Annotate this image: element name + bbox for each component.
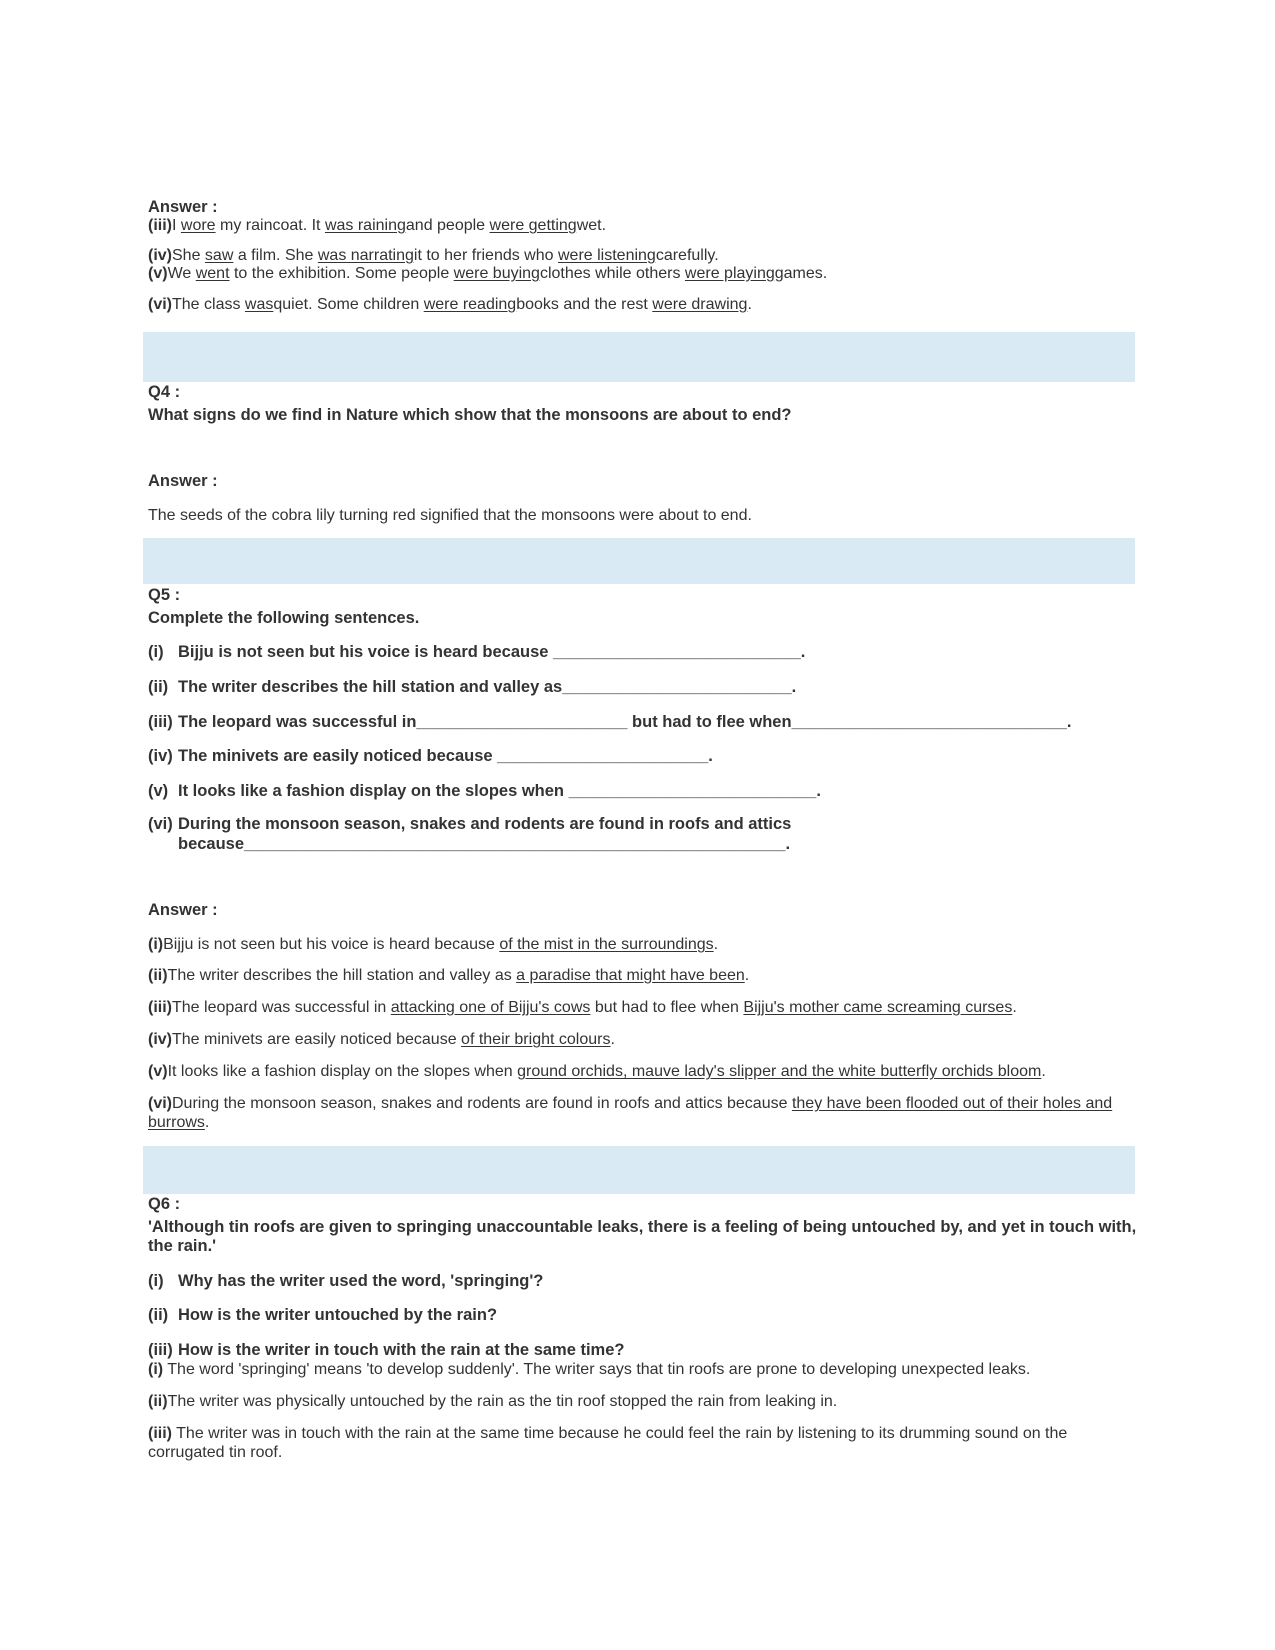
question-item bbox=[148, 643, 1145, 662]
answer-label: Answer : bbox=[148, 472, 218, 490]
question-item bbox=[148, 713, 1145, 732]
answer-text: . bbox=[744, 967, 750, 984]
question-instruction: Complete the following sentences. bbox=[148, 609, 420, 627]
answer-line bbox=[148, 264, 1145, 283]
item-text: How is the writer in touch with the rain at the same time? bbox=[178, 1341, 625, 1359]
answer-line bbox=[148, 1030, 1145, 1049]
answer-text: . bbox=[747, 296, 752, 313]
answer-text: it to her friends who bbox=[413, 247, 558, 264]
answer-text: but had to flee when bbox=[590, 999, 744, 1016]
answer-text: games. bbox=[774, 265, 828, 282]
answer-text: a film. She bbox=[233, 247, 318, 264]
underlined-answer: wore bbox=[180, 217, 216, 234]
answer-number: (vi) bbox=[148, 1095, 172, 1112]
section-divider bbox=[143, 332, 1135, 382]
underlined-answer: saw bbox=[204, 247, 234, 264]
underlined-answer: went bbox=[195, 265, 230, 282]
answer-number: (iii) bbox=[148, 1425, 172, 1442]
underlined-answer: they have been flooded out of their holes and burrows bbox=[148, 1095, 1113, 1131]
answer-text: The writer was in touch with the rain at the same time because he could feel the rain by listening to its drumming sound on the corrugated tin roof. bbox=[148, 1425, 1068, 1461]
question-number: Q4 : bbox=[148, 383, 181, 401]
answer-line bbox=[148, 1424, 1145, 1462]
underlined-answer: was narrating bbox=[317, 247, 414, 264]
answer-label: Answer : bbox=[148, 901, 218, 919]
underlined-answer: were drawing bbox=[652, 296, 748, 313]
answer-text: During the monsoon season, snakes and rodents are found in roofs and attics because bbox=[172, 1095, 792, 1112]
answer-text: The writer describes the hill station and valley as bbox=[167, 967, 517, 984]
answer-number: (vi) bbox=[148, 296, 172, 313]
answer-text: and people bbox=[405, 217, 490, 234]
item-number: (i) bbox=[148, 1272, 164, 1290]
answer-text: I bbox=[172, 217, 181, 234]
item-text: The writer describes the hill station and valley as_________________________. bbox=[178, 678, 797, 696]
underlined-answer: ground orchids, mauve lady's slipper and the white butterfly orchids bloom bbox=[517, 1063, 1042, 1080]
question-item bbox=[148, 747, 1145, 766]
item-number: (vi) bbox=[148, 815, 173, 833]
answer-line bbox=[148, 295, 1145, 314]
answer-number: (i) bbox=[148, 1361, 164, 1378]
answer-line bbox=[148, 1392, 1145, 1411]
answer-number: (ii) bbox=[148, 1393, 168, 1410]
item-text: Why has the writer used the word, 'springing'? bbox=[178, 1272, 544, 1290]
underlined-answer: was bbox=[244, 296, 274, 313]
answer-number: (iii) bbox=[148, 999, 172, 1016]
answer-text: . bbox=[610, 1031, 615, 1048]
underlined-answer: were listening bbox=[557, 247, 656, 264]
item-number: (iii) bbox=[148, 1341, 173, 1359]
answer-text: The word 'springing' means 'to develop suddenly'. The writer says that tin roofs are prone to developing unexpected leaks. bbox=[163, 1361, 1031, 1378]
answer-text: She bbox=[172, 247, 205, 264]
answer-line bbox=[148, 1360, 1145, 1379]
answer-text: to the exhibition. Some people bbox=[229, 265, 454, 282]
answer-text: my raincoat. It bbox=[215, 217, 325, 234]
underlined-answer: Bijju's mother came screaming curses bbox=[743, 999, 1013, 1016]
item-number: (i) bbox=[148, 643, 164, 661]
item-text: How is the writer untouched by the rain? bbox=[178, 1306, 498, 1324]
answer-text: quiet. Some children bbox=[273, 296, 424, 313]
question-number: Q5 : bbox=[148, 586, 181, 604]
item-text: It looks like a fashion display on the slopes when ___________________________. bbox=[178, 782, 821, 800]
underlined-answer: of the mist in the surroundings bbox=[499, 936, 714, 953]
answer-line bbox=[148, 216, 1145, 235]
question-item bbox=[148, 1272, 1145, 1291]
answer-number: (iv) bbox=[148, 247, 172, 264]
answer-number: (v) bbox=[148, 265, 168, 282]
answer-line bbox=[148, 966, 1145, 985]
question-number: Q6 : bbox=[148, 1195, 181, 1213]
answer-line bbox=[148, 998, 1145, 1017]
answer-text: It looks like a fashion display on the slopes when bbox=[167, 1063, 518, 1080]
answer-text: The leopard was successful in bbox=[172, 999, 391, 1016]
item-text: Bijju is not seen but his voice is heard because ___________________________. bbox=[178, 643, 806, 661]
item-number: (ii) bbox=[148, 678, 169, 696]
underlined-answer: attacking one of Bijju's cows bbox=[390, 999, 591, 1016]
question-item bbox=[148, 1341, 1145, 1360]
item-text-continued: because___________________________________________________________. bbox=[178, 835, 791, 853]
answer-text: Bijju is not seen but his voice is heard because bbox=[163, 936, 500, 953]
item-number: (iii) bbox=[148, 713, 173, 731]
answer-number: (iii) bbox=[148, 217, 172, 234]
underlined-answer: were reading bbox=[423, 296, 517, 313]
answer-text: wet. bbox=[576, 217, 607, 234]
answer-text: The seeds of the cobra lily turning red signified that the monsoons were about to end. bbox=[148, 507, 752, 524]
answer-text: . bbox=[1012, 999, 1017, 1016]
item-number: (iv) bbox=[148, 747, 173, 765]
underlined-answer: a paradise that might have been bbox=[516, 967, 745, 984]
answer-line bbox=[148, 1062, 1145, 1081]
underlined-answer: of their bright colours bbox=[461, 1031, 611, 1048]
item-number: (ii) bbox=[148, 1306, 169, 1324]
answer-text: . bbox=[713, 936, 719, 953]
answer-number: (iv) bbox=[148, 1031, 172, 1048]
question-item bbox=[148, 1306, 1145, 1325]
question-item bbox=[148, 678, 1145, 697]
answer-text: books and the rest bbox=[516, 296, 653, 313]
item-number: (v) bbox=[148, 782, 169, 800]
answer-number: (v) bbox=[148, 1063, 168, 1080]
answer-text: The class bbox=[172, 296, 245, 313]
answer-line bbox=[148, 246, 1145, 265]
answer-text: clothes while others bbox=[539, 265, 685, 282]
answer-text: . bbox=[204, 1114, 210, 1131]
question-text: What signs do we find in Nature which show that the monsoons are about to end? bbox=[148, 406, 792, 424]
answer-text: We bbox=[167, 265, 196, 282]
section-divider bbox=[143, 1146, 1135, 1194]
item-text: The minivets are easily noticed because _______________________. bbox=[178, 747, 713, 765]
answer-text: The writer was physically untouched by the rain as the tin roof stopped the rain from leaking in. bbox=[167, 1393, 838, 1410]
underlined-answer: were getting bbox=[489, 217, 577, 234]
answer-label: Answer : bbox=[148, 198, 218, 216]
answer-number: (i) bbox=[148, 936, 164, 953]
answer-text: carefully. bbox=[655, 247, 719, 264]
underlined-answer: was raining bbox=[324, 217, 406, 234]
question-item bbox=[148, 815, 1145, 834]
item-text: The leopard was successful in_______________________ but had to flee when______________________________. bbox=[178, 713, 1072, 731]
underlined-answer: were buying bbox=[453, 265, 540, 282]
underlined-answer: were playing bbox=[684, 265, 775, 282]
item-text: During the monsoon season, snakes and rodents are found in roofs and attics bbox=[178, 815, 792, 833]
answer-line bbox=[148, 1094, 1145, 1132]
question-item bbox=[148, 782, 1145, 801]
answer-text: . bbox=[1041, 1063, 1046, 1080]
question-quote: 'Although tin roofs are given to springing unaccountable leaks, there is a feeling of being untouched by, and yet in touch with, the rain.' bbox=[148, 1218, 1137, 1255]
answer-line bbox=[148, 935, 1145, 954]
answer-number: (ii) bbox=[148, 967, 168, 984]
answer-text: The minivets are easily noticed because bbox=[172, 1031, 462, 1048]
section-divider bbox=[143, 538, 1135, 584]
